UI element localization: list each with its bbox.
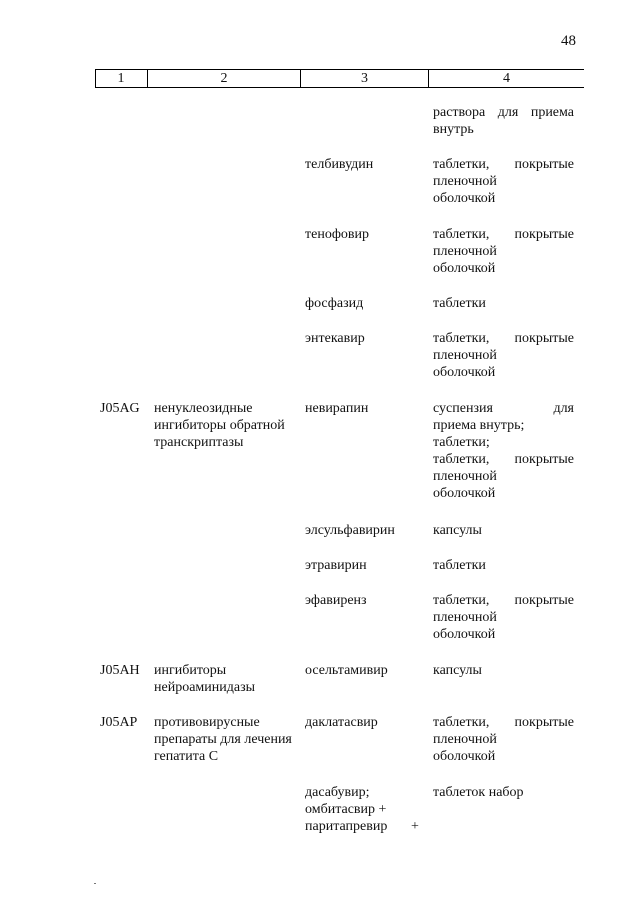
drug-name-cell: тенофовир: [305, 227, 369, 242]
drug-name-cell: энтекавир: [305, 331, 365, 346]
header-col-1: 1: [117, 71, 125, 86]
drug-name-cell: невирапин: [305, 401, 369, 416]
dosage-form-cell: таблетки: [433, 296, 486, 311]
group-name-cell: ненуклеозидные ингибиторы обратной транскриптазы: [154, 401, 285, 450]
group-name-cell: противовирусные препараты для лечения гепатита С: [154, 715, 292, 764]
atc-code-cell: J05AP: [100, 715, 138, 730]
drug-name-cell: этравирин: [305, 558, 367, 573]
page-number: 48: [561, 33, 576, 49]
dosage-form-cell: таблетки: [433, 558, 486, 573]
header-col-4: 4: [503, 71, 510, 86]
drug-name-cell: осельтамивир: [305, 663, 388, 678]
header-col-3: 3: [361, 71, 368, 86]
dosage-form-cell: таблетки, покрытые пленочной оболочкой: [433, 715, 574, 764]
table-header: [95, 69, 584, 89]
header-top-rule: [95, 69, 584, 70]
dosage-form-cell: таблетки, покрытые пленочной оболочкой: [433, 593, 574, 642]
drug-name-cell: даклатасвир: [305, 715, 378, 730]
atc-code-cell: J05AH: [100, 663, 140, 678]
drug-name-cell: эфавиренз: [305, 593, 367, 608]
dosage-form-cell: капсулы: [433, 523, 482, 538]
drug-name-cell: дасабувир; омбитасвир + паритапревир: [305, 785, 388, 834]
atc-code-cell: J05AG: [100, 401, 140, 416]
dosage-form-cell: таблеток набор: [433, 785, 524, 800]
dosage-form-cell: суспензия для приема внутрь; таблетки; таблетки, покрытые пленочной оболочкой: [433, 401, 574, 501]
dosage-form-cell: капсулы: [433, 663, 482, 678]
group-name-cell: ингибиторы нейроаминидазы: [154, 663, 256, 695]
scan-speck: [94, 883, 96, 884]
header-col-2: 2: [220, 71, 228, 86]
drug-name-cell: фосфазид: [305, 296, 364, 311]
dosage-form-cell: таблетки, покрытые пленочной оболочкой: [433, 227, 574, 276]
drug-name-cell: элсульфавирин: [305, 523, 395, 538]
drug-name-continuation: +: [411, 819, 419, 834]
dosage-form-cell: раствора для приема внутрь: [433, 105, 574, 137]
dosage-form-cell: таблетки, покрытые пленочной оболочкой: [433, 331, 574, 380]
dosage-form-cell: таблетки, покрытые пленочной оболочкой: [433, 157, 574, 206]
drug-name-cell: телбивудин: [305, 157, 374, 172]
header-bottom-rule: [95, 87, 584, 88]
